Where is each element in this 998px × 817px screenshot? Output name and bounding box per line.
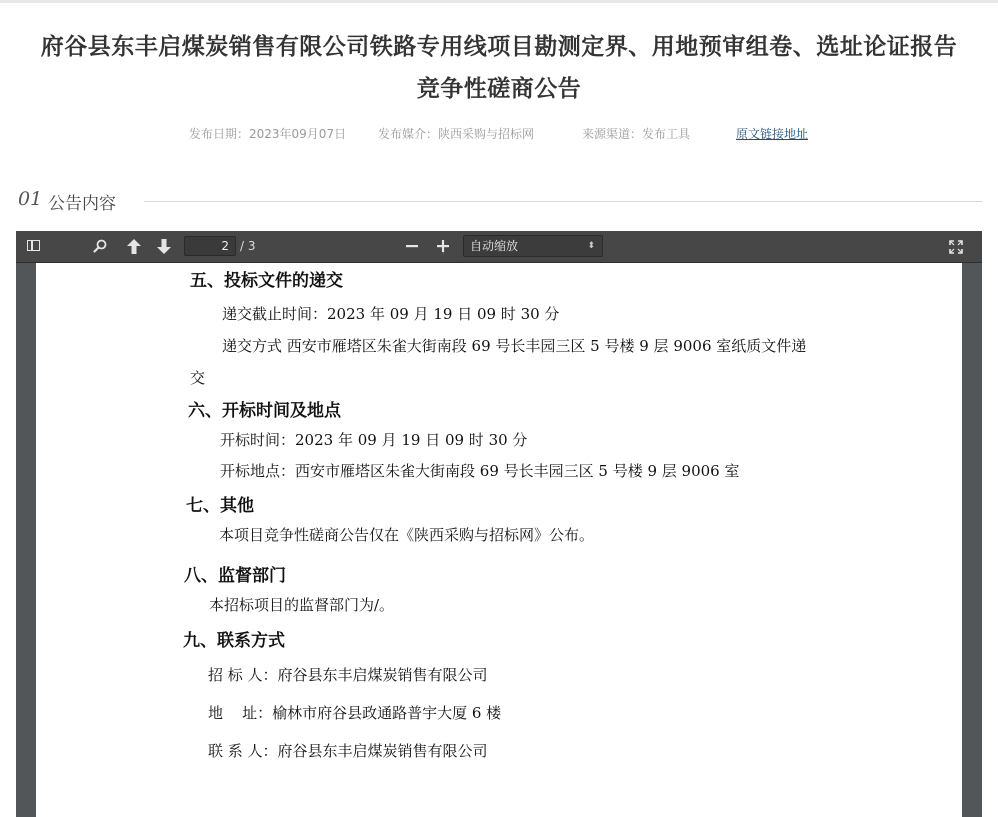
- fullscreen-icon[interactable]: [949, 240, 963, 254]
- heading-submission: 五、投标文件的递交: [190, 271, 343, 291]
- contact-address: 地 址：榆林市府谷县政通路普宇大厦 6 楼: [208, 704, 502, 722]
- page-number-input[interactable]: 2: [184, 236, 236, 256]
- other-text: 本项目竞争性磋商公告仅在《陕西采购与招标网》公布。: [219, 526, 595, 544]
- top-rule: [0, 0, 998, 3]
- supervision-text: 本招标项目的监督部门为/。: [209, 596, 395, 614]
- publish-media: 发布媒介：陕西采购与招标网: [378, 127, 535, 141]
- arrow-up-icon[interactable]: [126, 238, 142, 255]
- heading-supervision: 八、监督部门: [184, 566, 286, 586]
- page-title: [0, 26, 998, 110]
- opening-time: 开标时间：2023 年 09 月 19 日 09 时 30 分: [220, 431, 528, 449]
- heading-other: 七、其他: [186, 496, 254, 516]
- sidebar-toggle-icon[interactable]: [27, 240, 40, 251]
- plus-icon[interactable]: [437, 240, 449, 252]
- pdf-toolbar: [16, 231, 982, 263]
- original-link[interactable]: 原文链接地址: [736, 127, 809, 141]
- pdf-viewer: [16, 231, 982, 817]
- page-total: / 3: [240, 239, 256, 253]
- submission-method-cont: 交: [190, 369, 206, 387]
- submission-method: 递交方式 西安市雁塔区朱雀大街南段 69 号长丰园三区 5 号楼 9 层 9006 室纸质文件递: [222, 337, 807, 355]
- section-divider: [144, 201, 982, 202]
- contact-person: 联 系 人：府谷县东丰启煤炭销售有限公司: [208, 742, 488, 760]
- minus-icon[interactable]: [406, 245, 418, 248]
- source-channel: 来源渠道：发布工具: [582, 127, 691, 141]
- title-line-1: 府谷县东丰启煤炭销售有限公司铁路专用线项目勘测定界、用地预审组卷、选址论证报告: [40, 34, 958, 60]
- opening-place: 开标地点：西安市雁塔区朱雀大街南段 69 号长丰园三区 5 号楼 9 层 9006 室: [220, 462, 740, 480]
- submission-deadline: 递交截止时间：2023 年 09 月 19 日 09 时 30 分: [222, 305, 560, 323]
- zoom-value: 自动缩放: [470, 239, 519, 253]
- zoom-select[interactable]: [463, 235, 603, 257]
- arrow-down-icon[interactable]: [156, 238, 172, 255]
- section-label: 公告内容: [48, 194, 116, 214]
- section-number: 01: [18, 188, 43, 210]
- title-line-2: 竞争性磋商公告: [416, 76, 582, 102]
- search-icon[interactable]: [93, 239, 107, 253]
- section-header: [18, 188, 982, 212]
- heading-contact: 九、联系方式: [183, 631, 285, 651]
- publish-date: 发布日期：2023年09月07日: [189, 127, 347, 141]
- contact-tenderer: 招 标 人：府谷县东丰启煤炭销售有限公司: [208, 666, 488, 684]
- pdf-page: [36, 263, 962, 817]
- heading-opening: 六、开标时间及地点: [188, 401, 341, 421]
- meta-bar: [0, 125, 998, 143]
- select-arrows-icon: ⬍: [587, 241, 595, 251]
